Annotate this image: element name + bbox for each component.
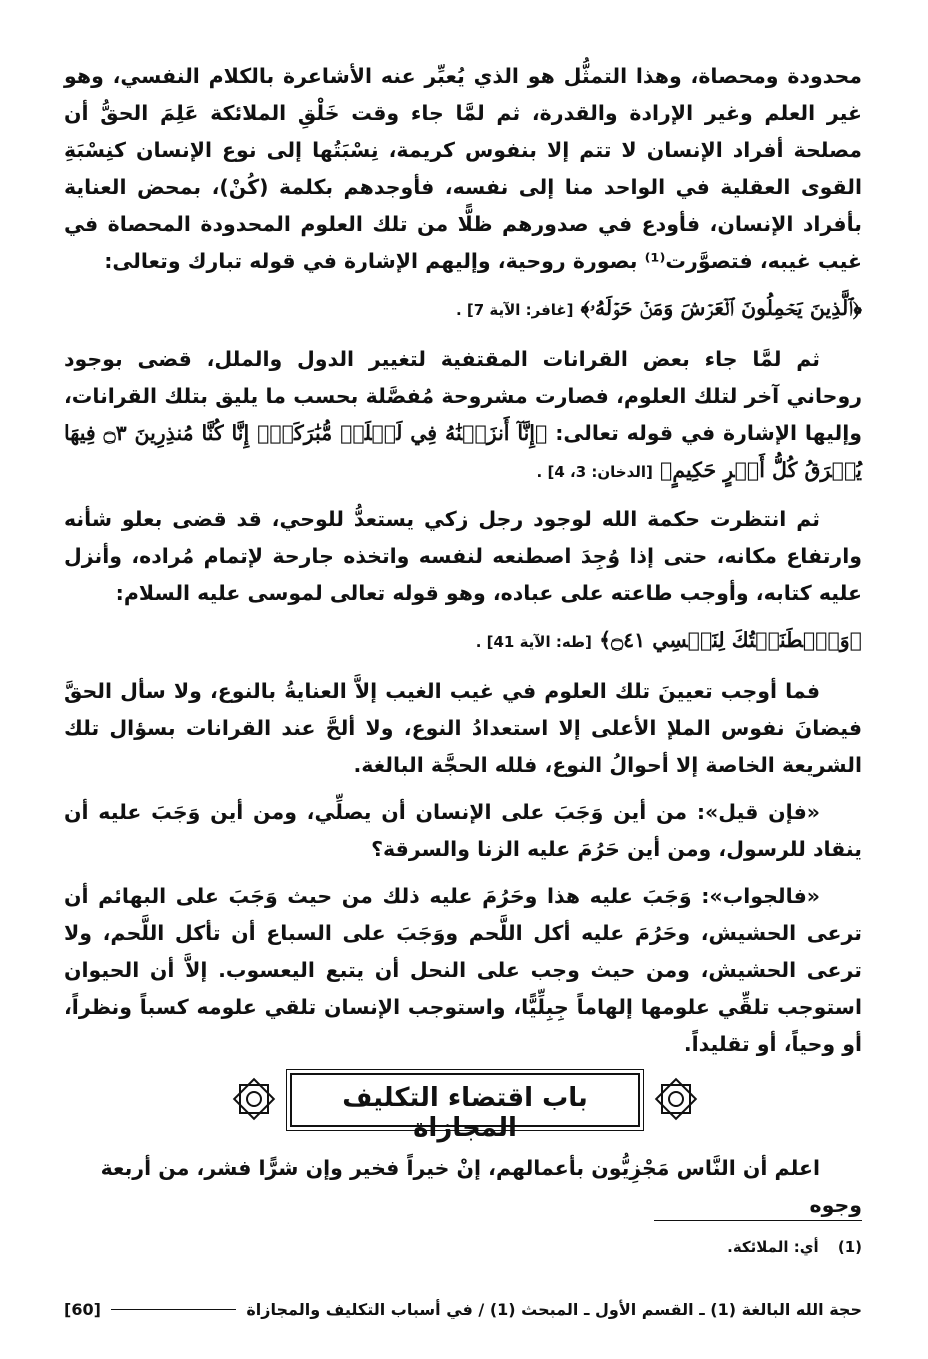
body-text (64, 58, 862, 1073)
verse-reference: [طه: الآية 41] . (475, 633, 592, 651)
paragraph-after-heading: اعلم أن النَّاس مَجْزِيُّون بأعمالهم، إنْ خيراً فخير وإن شرًّا فشر، من أربعة وجوه (100, 1156, 862, 1217)
paragraph-2-text: ثم لمَّا جاء بعض القرانات المقتفية لتغيير الدول والملل، قضى بوجود روحاني آخر لتلك العلوم، فصارت مشروحة مُفصَّلة بحسب ما يليق بتلك القرانات، وإليها الإشارة في قوله تعالى: (64, 347, 862, 445)
running-footer (64, 1300, 862, 1319)
footer-title: حجة الله البالغة (1) ـ القسم الأول ـ المبحث (1) / في أسباب التكليف والمجازاة (246, 1300, 862, 1319)
paragraph-6: «فالجواب»: وَجَبَ عليه هذا وحَرُمَ عليه ذلك من حيث وَجَبَ على البهائم أن ترعى الحشيش، وحَرُمَ عليه أكل اللَّحم ووَجَبَ على السباع أن تأكل اللَّحم، ولا ترعى الحشيش، ومن حيث وجب على النحل أن يتبع اليعسوب. إلاَّ أن الحيوان استوجب تلقِّي علومها إلهاماً جِبِلِّيًّا، واستوجب الإنسان تلقي علومه كسباً ونظراً، أو وحياً، أو تقليداً. (64, 884, 862, 1056)
paragraph-1: محدودة ومحصاة، وهذا التمثُّل هو الذي يُعبِّر عنه الأشاعرة بالكلام النفسي، وهو غير العلم وغير الإرادة والقدرة، ثم لمَّا جاء وقت خَلْقِ الملائكة عَلِمَ الحقُّ أن مصلحة أفراد الإنسان لا تتم إلا بنفوس كريمة، نِسْبَتُها إلى نوع الإنسان كنِسْبَةِ القوى العقلية في الواحد منا إلى نفسه، فأوجدهم بكلمة (كُنْ)، بمحض العناية بأفراد الإنسان، فأودع في صدورهم ظلًّا من تلك العلوم المحدودة المحصاة في غيب غيبه، فتصوَّرت⁽¹⁾ بصورة روحية، وإليهم الإشارة في قوله تبارك وتعالى: (64, 64, 862, 273)
paragraph-5: «فإن قيل»: من أين وَجَبَ على الإنسان أن يصلِّي، ومن أين وَجَبَ عليه أن ينقاد للرسول، ومن أين حَرُمَ عليه الزنا والسرقة؟ (64, 800, 862, 861)
paragraph-2 (64, 341, 862, 491)
chapter-title: باب اقتضاء التكليف المجازاة (342, 1083, 588, 1143)
verse-text: ﴿ٱلَّذِينَ يَحۡمِلُونَ ٱلۡعَرۡشَ وَمَنۡ حَوۡلَهُۥ﴾ (580, 296, 862, 320)
quran-verse-1 (64, 290, 862, 329)
footnote-number: (1) (837, 1238, 862, 1256)
footnote-divider (654, 1220, 862, 1221)
verse-text: ﴿وَٱصۡطَنَعۡتُكَ لِنَفۡسِي ۝٤١﴾ (599, 628, 862, 652)
verse-reference: [غافر: الآية 7] . (455, 301, 574, 319)
chapter-heading (230, 1067, 700, 1143)
chapter-title-frame (290, 1073, 640, 1143)
page-number: [60] (64, 1300, 101, 1319)
footnote-text: أي: الملائكة. (727, 1238, 819, 1256)
footer-rule (111, 1309, 236, 1310)
paragraph-3: ثم انتظرت حكمة الله لوجود رجل زكي يستعدُّ للوحي، قد قضى بعلو شأنه وارتفاع مكانه، حتى إذا وُجِدَ اصطنعه لنفسه واتخذه جارحة لإتمام مُراده، وأنزل عليه كتابه، وأوجب طاعته على عباده، وهو قوله تعالى لموسى عليه السلام: (64, 507, 862, 605)
star-ornament-icon (652, 1075, 700, 1123)
footnote (727, 1238, 862, 1256)
star-ornament-icon (230, 1075, 278, 1123)
inline-verse-reference: [الدخان: 3، 4] . (536, 463, 653, 481)
inline-verse: ﴿إِنَّآ أَنزَلۡنَٰهُ فِي لَيۡلَةٖ مُّبَٰرَكَةٍۚ إِنَّا كُنَّا مُنذِرِينَ ۝٣ فِيهَا يُفۡرَقُ كُلُّ أَمۡرٍ حَكِيمٍ﴾ (64, 421, 862, 482)
paragraph-4: فما أوجب تعيينَ تلك العلوم في غيب الغيب إلاَّ العنايةُ بالنوع، ولا سأل الحقَّ فيضانَ نفوس الملإ الأعلى إلا استعدادُ النوع، ولا ألحَّ عند القرانات بسؤال تلك الشريعة الخاصة إلا أحوالُ النوع، فلله الحجَّة البالغة. (64, 679, 862, 777)
quran-verse-3 (64, 622, 862, 661)
